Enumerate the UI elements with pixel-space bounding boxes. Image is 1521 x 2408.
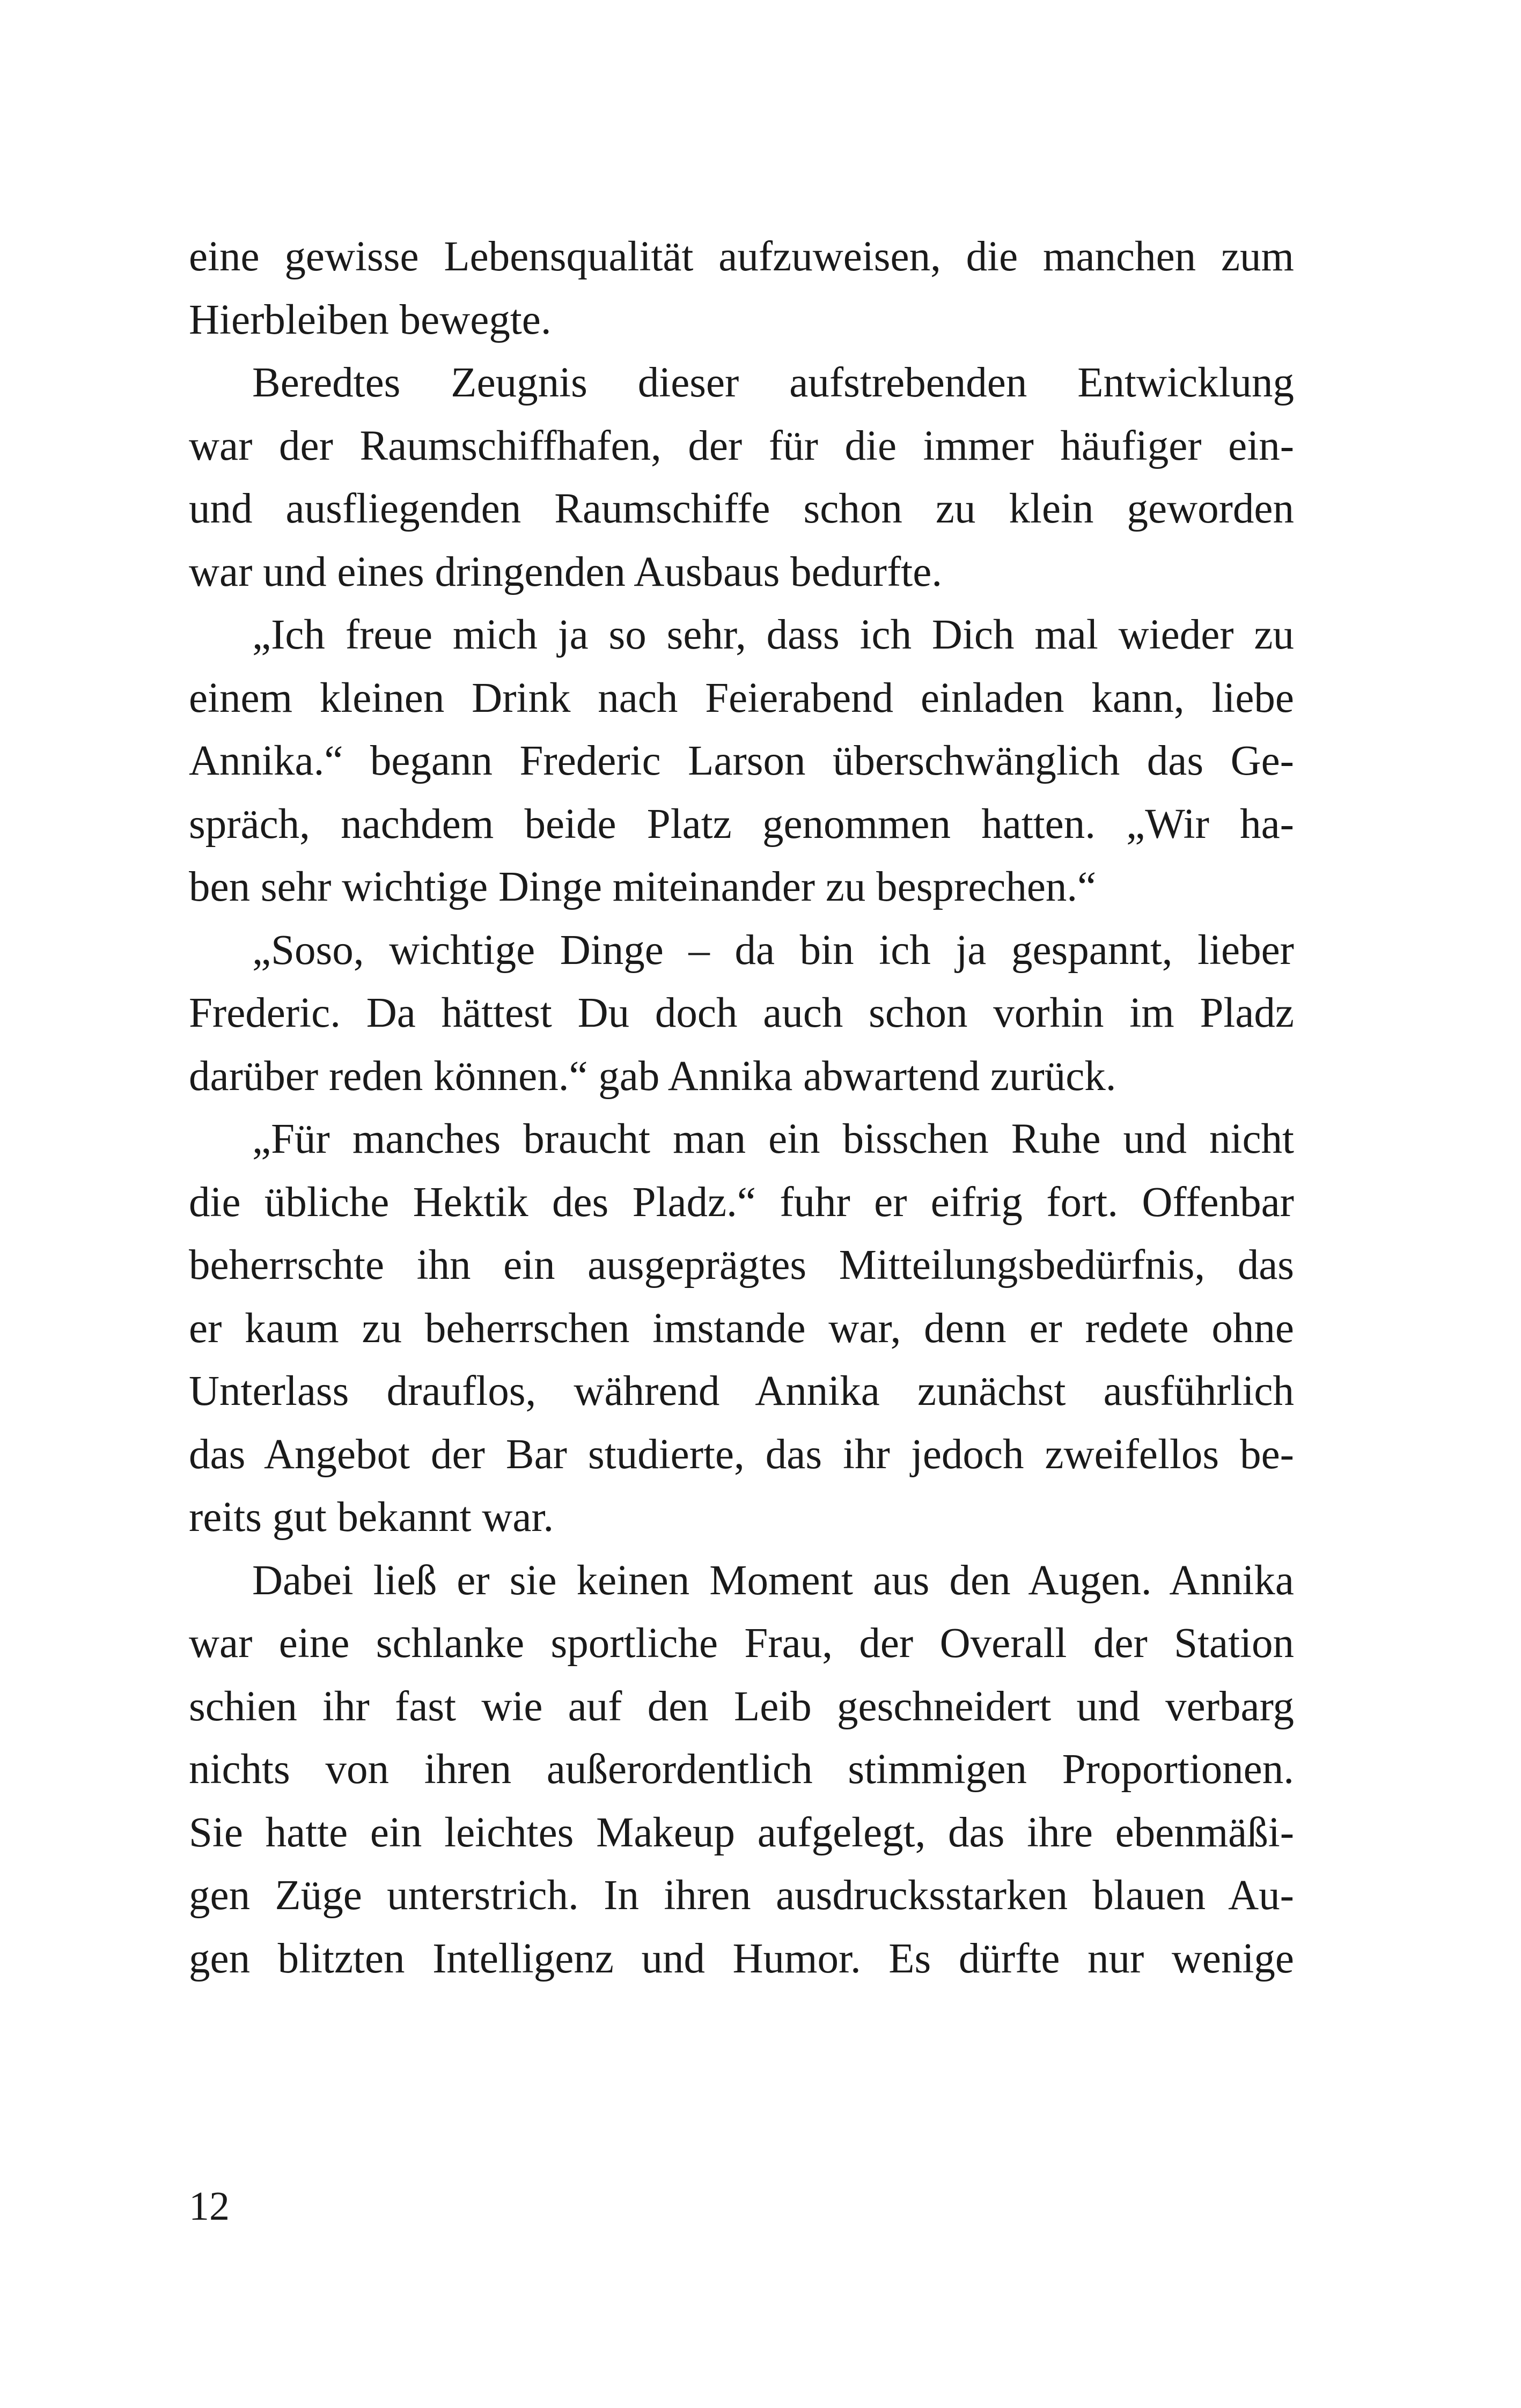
text-line: Hierbleiben bewegte. xyxy=(189,296,552,343)
text-line: war und eines dringenden Ausbaus bedurfte. xyxy=(189,548,943,595)
text-line: „Ich freue mich ja so sehr, dass ich Dich mal wieder zu xyxy=(252,612,1294,658)
text-line: Annika.“ begann Frederic Larson überschwänglich das Ge- xyxy=(189,738,1294,784)
text-line: Beredtes Zeugnis dieser aufstrebenden Entwicklung xyxy=(252,359,1294,406)
text-line: Frederic. Da hättest Du doch auch schon vorhin im Pladz xyxy=(189,990,1294,1036)
text-line: und ausfliegenden Raumschiffe schon zu klein geworden xyxy=(189,485,1294,532)
text-line: die übliche Hektik des Pladz.“ fuhr er eifrig fort. Offenbar xyxy=(189,1179,1294,1226)
text-line: einem kleinen Drink nach Feierabend einladen kann, liebe xyxy=(189,674,1294,721)
text-line: ben sehr wichtige Dinge miteinander zu besprechen.“ xyxy=(189,864,1097,910)
text-line: er kaum zu beherrschen imstande war, denn er redete ohne xyxy=(189,1305,1294,1352)
text-line: „Soso, wichtige Dinge – da bin ich ja gespannt, lieber xyxy=(252,926,1294,974)
text-line: reits gut bekannt war. xyxy=(189,1494,554,1541)
text-line: war der Raumschiffhafen, der für die immer häufiger ein- xyxy=(189,422,1294,469)
text-line: gen Züge unterstrich. In ihren ausdrucksstarken blauen Au- xyxy=(189,1872,1294,1919)
text-line: „Für manches braucht man ein bisschen Ruhe und nicht xyxy=(252,1116,1294,1162)
text-line: Unterlass drauflos, während Annika zunächst ausführlich xyxy=(189,1368,1294,1415)
text-line: Dabei ließ er sie keinen Moment aus den Augen. Annika xyxy=(252,1557,1294,1604)
text-line: Sie hatte ein leichtes Makeup aufgelegt, das ihre ebenmäßi- xyxy=(189,1809,1294,1856)
text-line: war eine schlanke sportliche Frau, der Overall der Station xyxy=(189,1620,1294,1667)
text-line: nichts von ihren außerordentlich stimmigen Proportionen. xyxy=(189,1746,1294,1793)
body-text xyxy=(189,225,1294,1990)
page-number: 12 xyxy=(189,2184,230,2229)
text-line: eine gewisse Lebensqualität aufzuweisen, die manchen zum xyxy=(189,233,1294,280)
text-line: spräch, nachdem beide Platz genommen hatten. „Wir ha- xyxy=(189,800,1294,848)
text-line: schien ihr fast wie auf den Leib geschneidert und verbarg xyxy=(189,1683,1294,1730)
text-line: das Angebot der Bar studierte, das ihr jedoch zweifellos be- xyxy=(189,1431,1294,1478)
text-line: beherrschte ihn ein ausgeprägtes Mitteilungsbedürfnis, das xyxy=(189,1242,1294,1288)
text-line: darüber reden können.“ gab Annika abwartend zurück. xyxy=(189,1052,1116,1100)
text-line: gen blitzten Intelligenz und Humor. Es dürfte nur wenige xyxy=(189,1935,1294,1982)
